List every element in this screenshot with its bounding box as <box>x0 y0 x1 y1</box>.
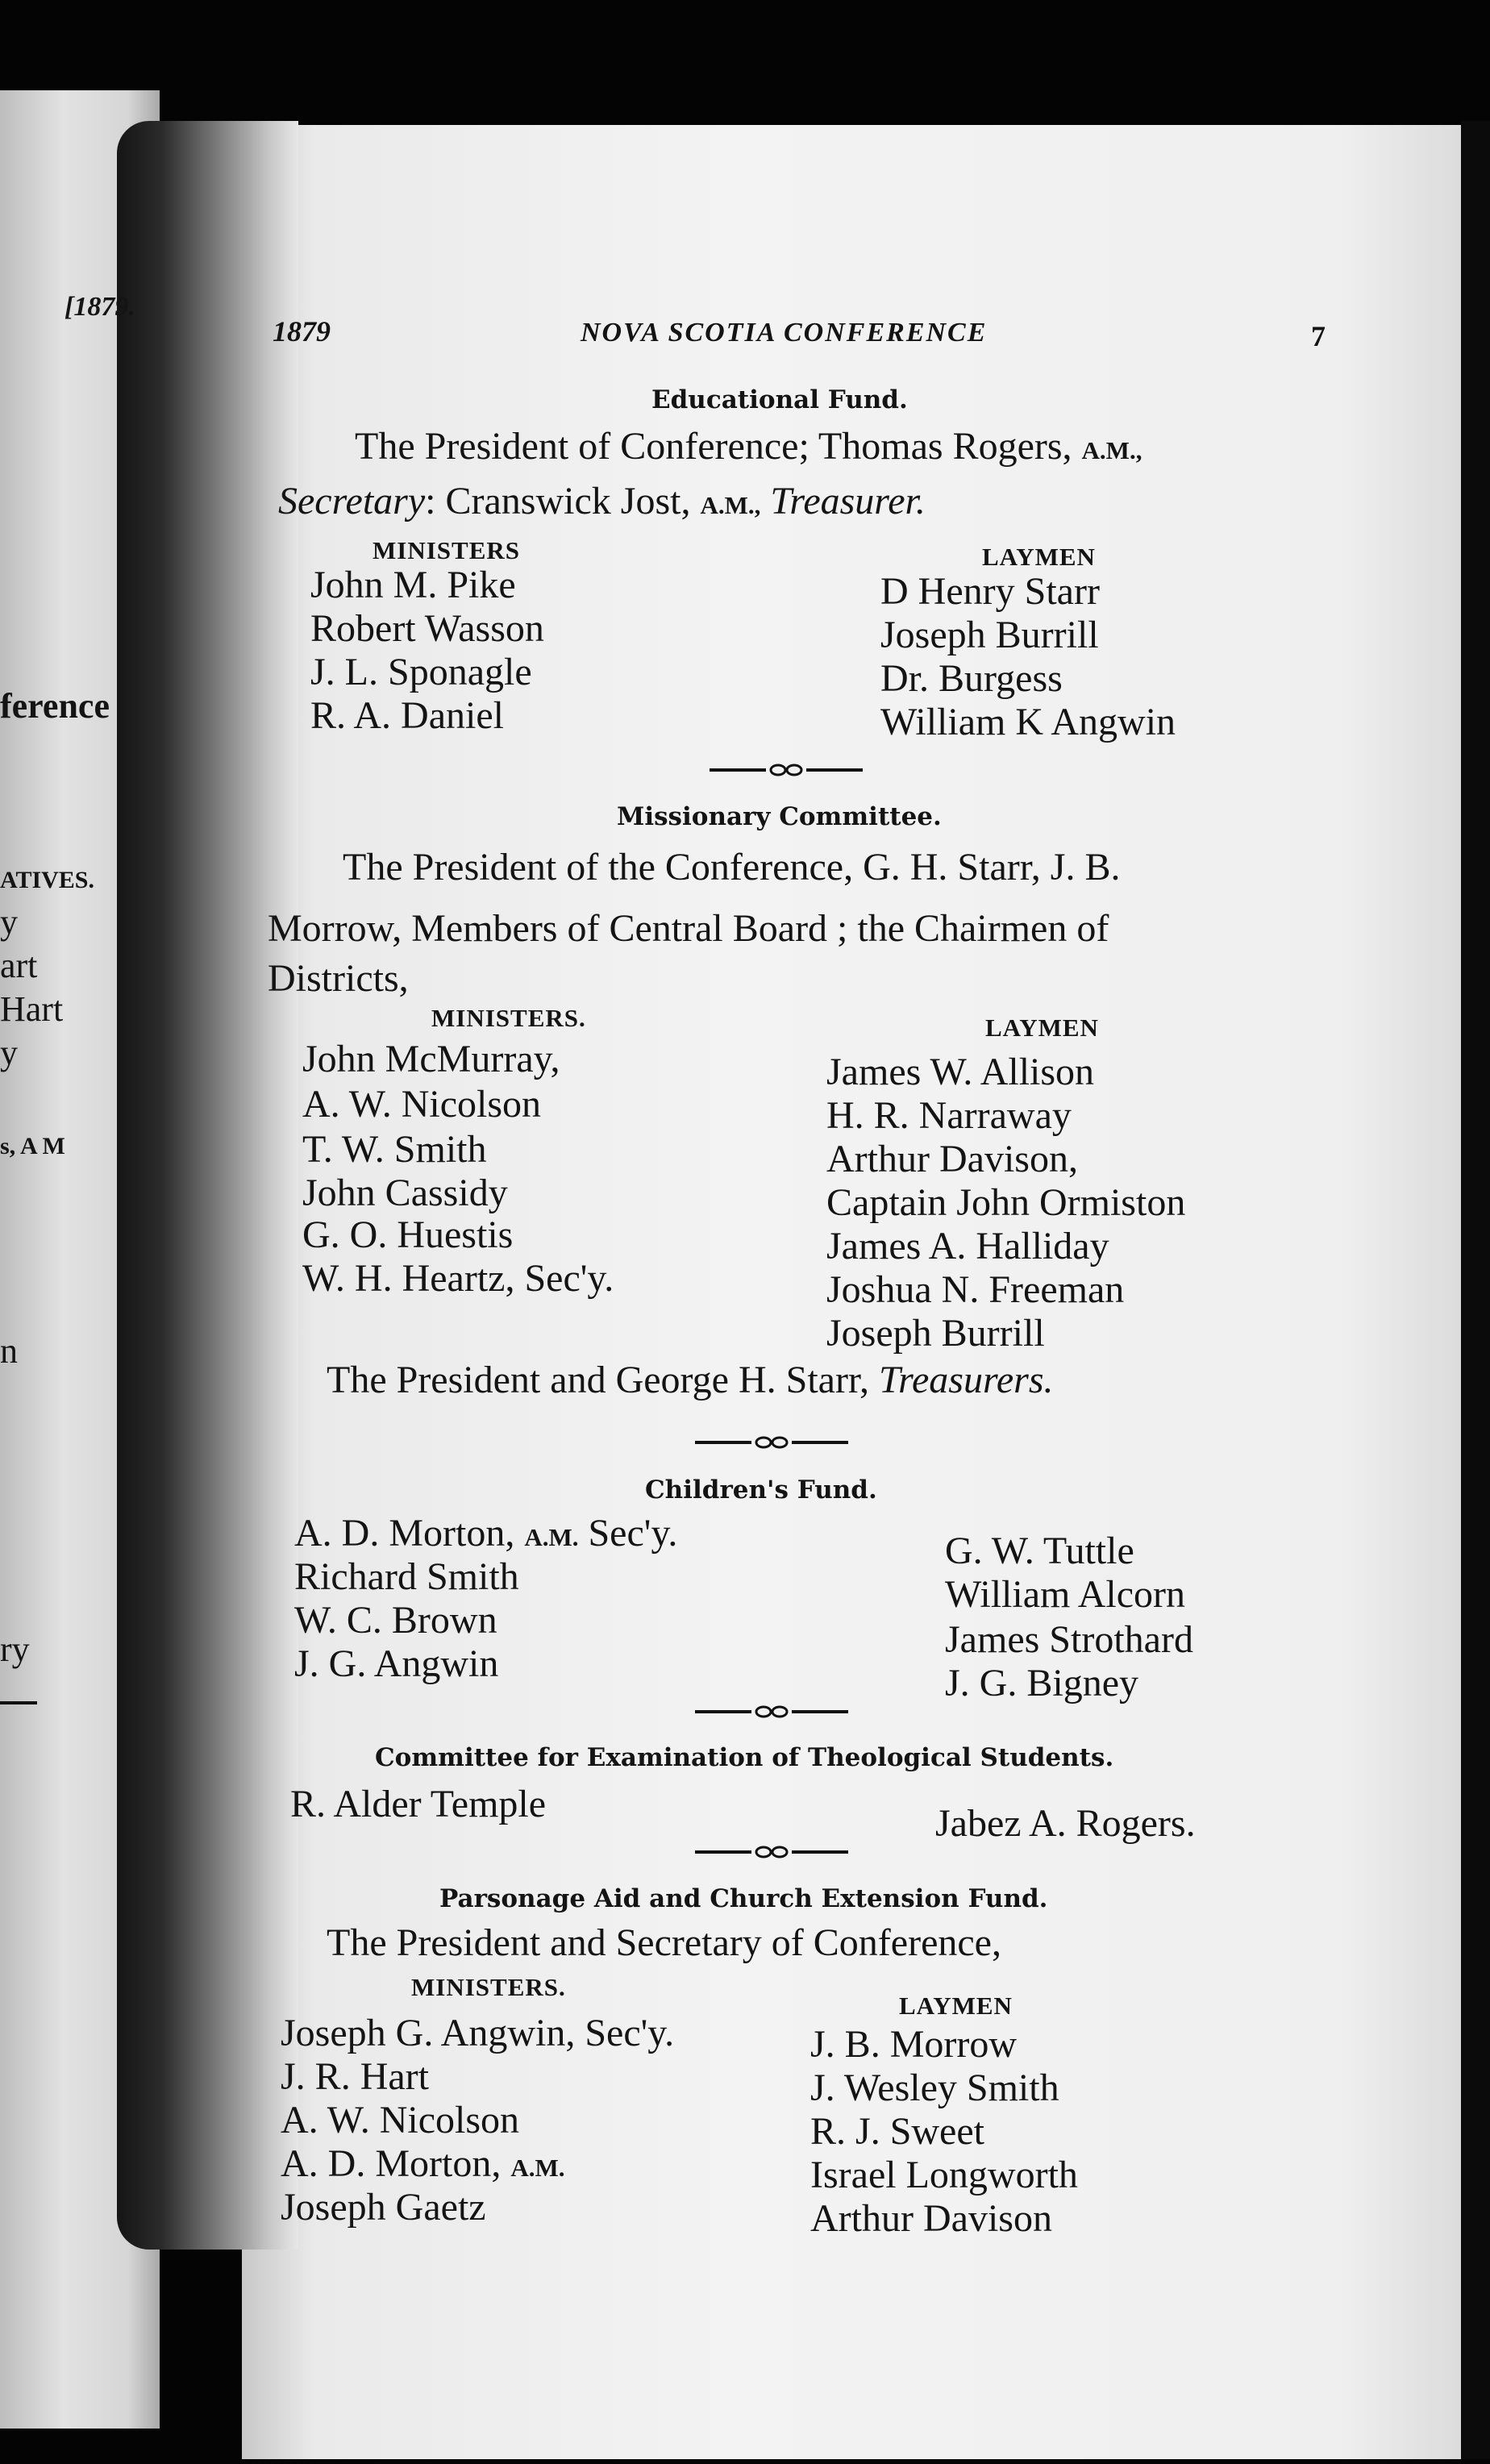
minister-name: Joseph G. Angwin, Sec'y. <box>281 2012 675 2054</box>
laymen-label: LAYMEN <box>982 543 1096 571</box>
running-title: NOVA SCOTIA CONFERENCE <box>581 318 988 348</box>
ornamental-divider <box>695 1429 848 1456</box>
left-page-degree-fragment: s, A M <box>0 1133 65 1159</box>
childrens-fund-member: Richard Smith <box>294 1555 519 1598</box>
minister-name: John McMurray, <box>302 1038 560 1080</box>
layman-name: Joshua N. Freeman <box>826 1268 1125 1311</box>
section-heading-theological-committee: Committee for Examination of Theological Students. <box>375 1743 1114 1772</box>
book-gutter <box>117 121 298 2250</box>
minister-name: John M. Pike <box>310 564 516 606</box>
section-heading-educational-fund: Educational Fund. <box>651 385 908 414</box>
childrens-fund-member: G. W. Tuttle <box>945 1530 1134 1572</box>
missionary-intro-line2: Morrow, Members of Central Board ; the Chairmen of <box>268 907 1109 950</box>
ornamental-divider <box>695 1698 848 1725</box>
minister-name: J. L. Sponagle <box>310 651 532 693</box>
minister-name: John Cassidy <box>302 1172 508 1214</box>
page-number: 7 <box>1311 320 1326 352</box>
layman-name: J. Wesley Smith <box>810 2067 1059 2109</box>
minister-name: W. H. Heartz, Sec'y. <box>302 1257 614 1300</box>
layman-name: Dr. Burgess <box>880 657 1063 700</box>
layman-name: Arthur Davison, <box>826 1138 1078 1180</box>
minister-name: A. W. Nicolson <box>281 2099 520 2141</box>
left-page-line: n <box>0 1331 18 1371</box>
layman-name: William K Angwin <box>880 701 1176 743</box>
left-page-line: Hart <box>0 989 64 1029</box>
minister-name: R. A. Daniel <box>310 694 504 737</box>
layman-name: R. J. Sweet <box>810 2110 984 2153</box>
layman-name: James A. Halliday <box>826 1225 1109 1267</box>
educational-intro-line2: Secretary: Cranswick Jost, A.M., Treasurer. <box>278 480 926 522</box>
theological-committee-member: R. Alder Temple <box>290 1783 547 1825</box>
section-heading-childrens-fund: Children's Fund. <box>645 1475 877 1505</box>
section-heading-missionary-committee: Missionary Committee. <box>617 802 942 831</box>
minister-name: T. W. Smith <box>302 1128 487 1171</box>
left-page-rule <box>0 1701 37 1704</box>
childrens-fund-member: James Strothard <box>945 1618 1193 1661</box>
layman-name: James W. Allison <box>826 1051 1095 1093</box>
ministers-label: MINISTERS. <box>431 1004 586 1032</box>
layman-name: Israel Longworth <box>810 2154 1078 2196</box>
left-page-section-fragment: ATIVES. <box>0 867 94 893</box>
film-edge <box>1461 121 1490 2459</box>
minister-name: G. O. Huestis <box>302 1213 514 1256</box>
missionary-treasurers-line: The President and George H. Starr, Treasurers. <box>327 1359 1054 1401</box>
childrens-fund-secretary: A. D. Morton, A.M. Sec'y. <box>294 1512 678 1555</box>
left-page-heading-fragment: ference <box>0 686 110 726</box>
laymen-label: LAYMEN <box>899 1992 1013 2020</box>
educational-intro-line1: The President of Conference; Thomas Rogers, A.M., <box>355 425 1142 468</box>
missionary-intro-line1: The President of the Conference, G. H. Starr, J. B. <box>343 846 1121 889</box>
left-page-committee-fragment: ry <box>0 1629 30 1669</box>
layman-name: Arthur Davison <box>810 2197 1052 2240</box>
ministers-label: MINISTERS <box>372 536 520 564</box>
left-page-line: art <box>0 946 38 985</box>
layman-name: Captain John Ormiston <box>826 1181 1186 1224</box>
missionary-intro-line3: Districts, <box>268 957 409 1000</box>
minister-name: A. D. Morton, A.M. <box>281 2142 565 2185</box>
ornamental-divider <box>710 756 863 784</box>
layman-name: H. R. Narraway <box>826 1094 1072 1137</box>
theological-committee-member: Jabez A. Rogers. <box>935 1802 1196 1845</box>
left-page-line: y <box>0 1033 18 1072</box>
page-year: 1879 <box>273 315 331 348</box>
left-page-line: y <box>0 902 18 942</box>
layman-name: Joseph Burrill <box>880 614 1099 656</box>
childrens-fund-member: J. G. Angwin <box>294 1642 499 1685</box>
childrens-fund-member: W. C. Brown <box>294 1599 497 1642</box>
layman-name: Joseph Burrill <box>826 1312 1045 1355</box>
layman-name: J. B. Morrow <box>810 2023 1018 2066</box>
minister-name: Joseph Gaetz <box>281 2186 486 2229</box>
minister-name: A. W. Nicolson <box>302 1083 542 1126</box>
minister-name: Robert Wasson <box>310 607 544 650</box>
laymen-label: LAYMEN <box>985 1013 1099 1042</box>
ministers-label: MINISTERS. <box>411 1973 566 2001</box>
left-page-year: [1879. <box>65 292 135 322</box>
ornamental-divider <box>695 1838 848 1866</box>
childrens-fund-member: J. G. Bigney <box>945 1662 1138 1704</box>
minister-name: J. R. Hart <box>281 2055 429 2098</box>
childrens-fund-member: William Alcorn <box>945 1573 1186 1616</box>
section-heading-parsonage-fund: Parsonage Aid and Church Extension Fund. <box>439 1884 1048 1913</box>
parsonage-intro: The President and Secretary of Conference, <box>327 1921 1001 1964</box>
layman-name: D Henry Starr <box>880 570 1100 613</box>
